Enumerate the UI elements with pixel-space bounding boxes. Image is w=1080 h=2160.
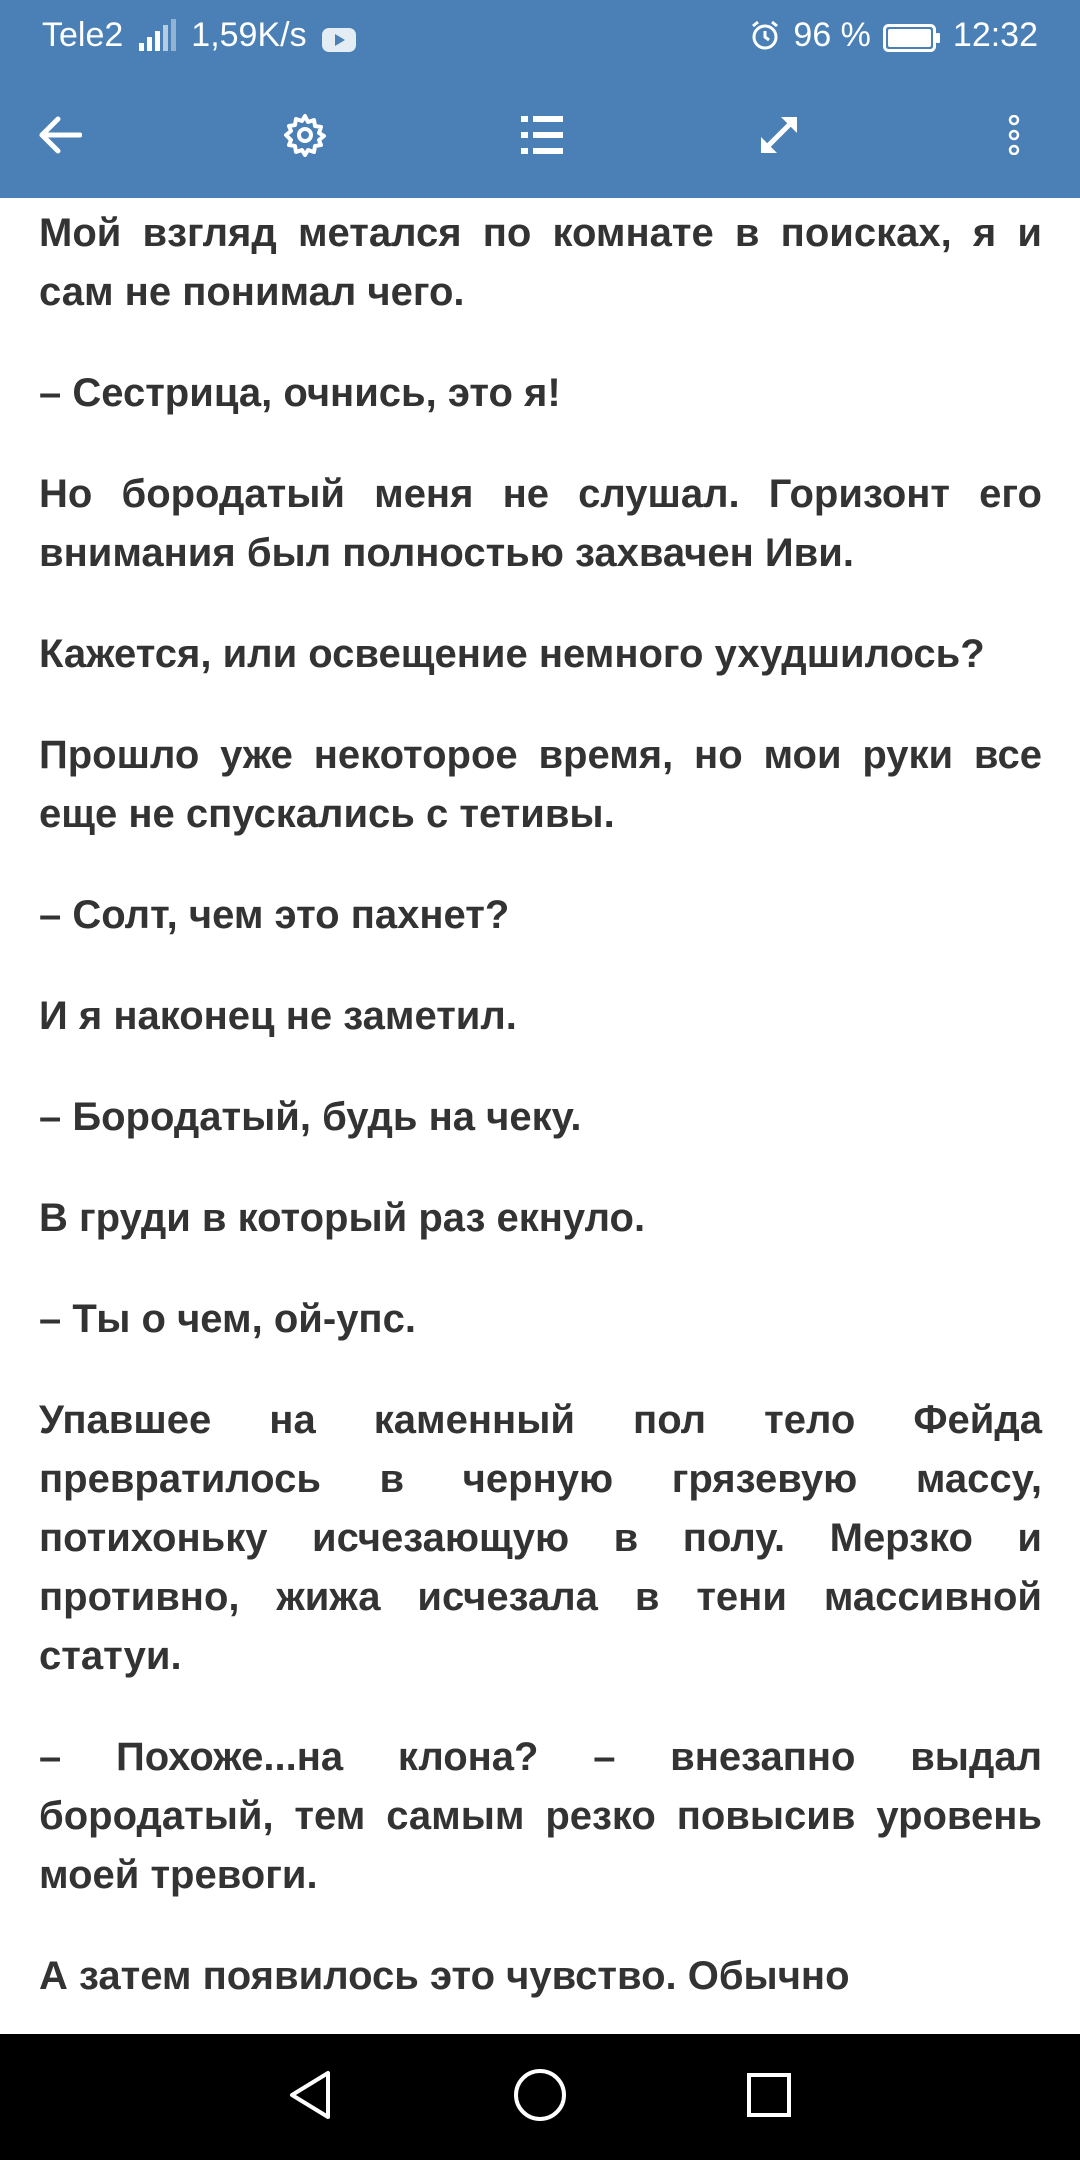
list-icon xyxy=(519,113,565,157)
book-text xyxy=(39,204,1042,2034)
back-button[interactable] xyxy=(0,72,120,198)
status-bar xyxy=(0,0,1080,72)
paragraph: Мой взгляд метался по комнате в поисках, я и сам не понимал чего. xyxy=(39,211,1042,314)
reader-toolbar xyxy=(0,72,1080,198)
back-arrow-icon xyxy=(38,115,82,155)
expand-icon xyxy=(757,113,801,157)
paragraph: Кажется, или освещение немного ухудшилось? xyxy=(39,632,985,676)
status-right xyxy=(749,16,1038,55)
paragraph: А затем появилось это чувство. Обычно xyxy=(39,1954,850,1998)
battery-icon xyxy=(883,22,941,50)
carrier-name: Tele2 xyxy=(42,16,124,54)
recents-square-icon xyxy=(745,2071,793,2124)
paragraph: Упавшее на каменный пол тело Фейда превратилось в черную грязевую массу, потихоньку исчезающую в полу. Мерзко и противно, жижа исчезала в тени массивной статуи. xyxy=(39,1398,1042,1678)
reader-content[interactable] xyxy=(0,198,1080,2034)
battery-percent: 96 % xyxy=(793,16,871,54)
signal-icon xyxy=(137,19,177,53)
network-speed: 1,59K/s xyxy=(191,16,307,54)
youtube-icon xyxy=(321,23,357,49)
paragraph: – Ты о чем, ой-упс. xyxy=(39,1297,416,1341)
system-navigation-bar xyxy=(0,2034,1080,2160)
more-vertical-icon xyxy=(1008,115,1020,155)
table-of-contents-button[interactable] xyxy=(482,72,602,198)
gear-icon xyxy=(283,113,327,157)
nav-back-button[interactable] xyxy=(250,2052,370,2142)
more-options-button[interactable] xyxy=(954,72,1074,198)
paragraph: – Похоже...на клона? – внезапно выдал бородатый, тем самым резко повысив уровень моей тревоги. xyxy=(39,1735,1042,1897)
clock: 12:32 xyxy=(952,16,1038,54)
paragraph: – Сестрица, очнись, это я! xyxy=(39,371,561,415)
paragraph: – Бородатый, будь на чеку. xyxy=(39,1095,582,1139)
paragraph: И я наконец не заметил. xyxy=(39,994,517,1038)
nav-recents-button[interactable] xyxy=(709,2052,829,2142)
paragraph: Но бородатый меня не слушал. Горизонт его внимания был полностью захвачен Иви. xyxy=(39,472,1042,575)
paragraph: – Солт, чем это пахнет? xyxy=(39,893,510,937)
back-triangle-icon xyxy=(286,2069,334,2126)
paragraph: В груди в который раз екнуло. xyxy=(39,1196,646,1240)
alarm-icon xyxy=(749,20,781,52)
fullscreen-button[interactable] xyxy=(719,72,839,198)
settings-button[interactable] xyxy=(245,72,365,198)
home-circle-icon xyxy=(512,2067,568,2128)
paragraph: Прошло уже некоторое время, но мои руки все еще не спускались с тетивы. xyxy=(39,733,1042,836)
status-left xyxy=(42,16,357,55)
nav-home-button[interactable] xyxy=(480,2052,600,2142)
